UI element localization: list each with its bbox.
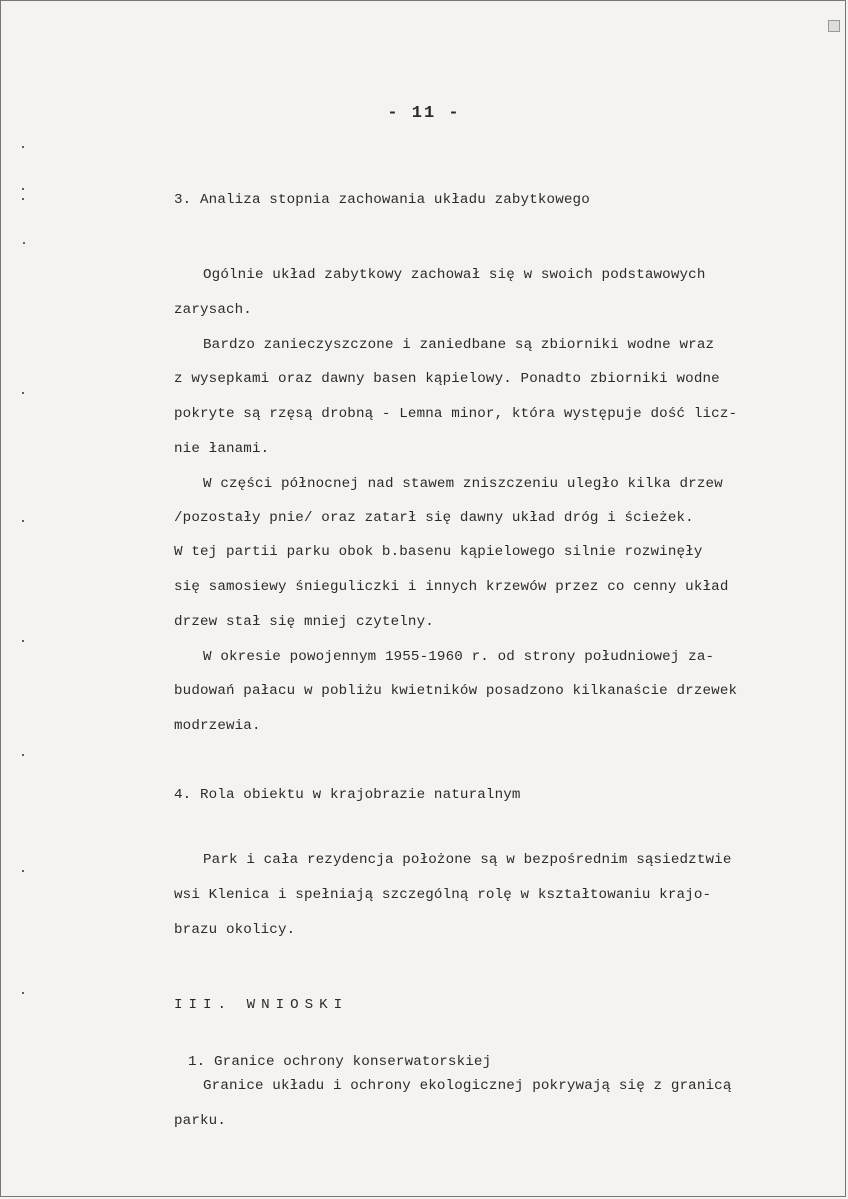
section-3-line: W tej partii parku obok b.basenu kąpielowego silnie rozwinęły xyxy=(174,544,703,560)
margin-dot xyxy=(22,640,24,642)
section-4-line: Park i cała rezydencja położone są w bezpośrednim sąsiedztwie xyxy=(203,852,732,868)
margin-dot xyxy=(22,146,24,148)
section-3-line: Ogólnie układ zabytkowy zachował się w swoich podstawowych xyxy=(203,267,706,283)
margin-dot xyxy=(22,198,24,200)
page-number: - 11 - xyxy=(387,104,461,123)
margin-dot xyxy=(22,870,24,872)
section-3-line: zarysach. xyxy=(174,302,252,318)
margin-dot xyxy=(22,188,24,190)
section-3-line: Bardzo zanieczyszczone i zaniedbane są zbiorniki wodne wraz xyxy=(203,337,715,353)
section-4-line: brazu okolicy. xyxy=(174,922,296,938)
section-3-line: W okresie powojennym 1955-1960 r. od strony południowej za- xyxy=(203,649,715,665)
scan-edge-mark xyxy=(828,20,840,32)
section-iii-line: Granice układu i ochrony ekologicznej pokrywają się z granicą xyxy=(203,1078,732,1094)
section-3-line: /pozostały pnie/ oraz zatarł się dawny układ dróg i ścieżek. xyxy=(174,510,694,526)
section-3-heading: 3. Analiza stopnia zachowania układu zabytkowego xyxy=(174,192,590,208)
section-3-line: budowań pałacu w pobliżu kwietników posadzono kilkanaście drzewek xyxy=(174,683,738,699)
margin-dot xyxy=(23,242,25,244)
margin-dot xyxy=(22,992,24,994)
section-4-line: wsi Klenica i spełniają szczególną rolę w kształtowaniu krajo- xyxy=(174,887,712,903)
section-iii-heading: III. WNIOSKI xyxy=(174,997,349,1013)
section-3-line: pokryte są rzęsą drobną - Lemna minor, która występuje dość licz- xyxy=(174,406,738,422)
section-3-line: modrzewia. xyxy=(174,718,261,734)
section-3-line: z wysepkami oraz dawny basen kąpielowy. Ponadto zbiorniki wodne xyxy=(174,371,720,387)
section-3-line: się samosiewy śnieguliczki i innych krzewów przez co cenny układ xyxy=(174,579,729,595)
section-3-line: nie łanami. xyxy=(174,441,270,457)
section-4-heading: 4. Rola obiektu w krajobrazie naturalnym xyxy=(174,787,521,803)
section-3-line: drzew stał się mniej czytelny. xyxy=(174,614,434,630)
section-iii-line: parku. xyxy=(174,1113,226,1129)
margin-dot xyxy=(22,520,24,522)
margin-dot xyxy=(22,392,24,394)
margin-dot xyxy=(22,754,24,756)
section-3-line: W części północnej nad stawem zniszczeniu uległo kilka drzew xyxy=(203,476,723,492)
section-iii-subheading: 1. Granice ochrony konserwatorskiej xyxy=(188,1054,492,1070)
